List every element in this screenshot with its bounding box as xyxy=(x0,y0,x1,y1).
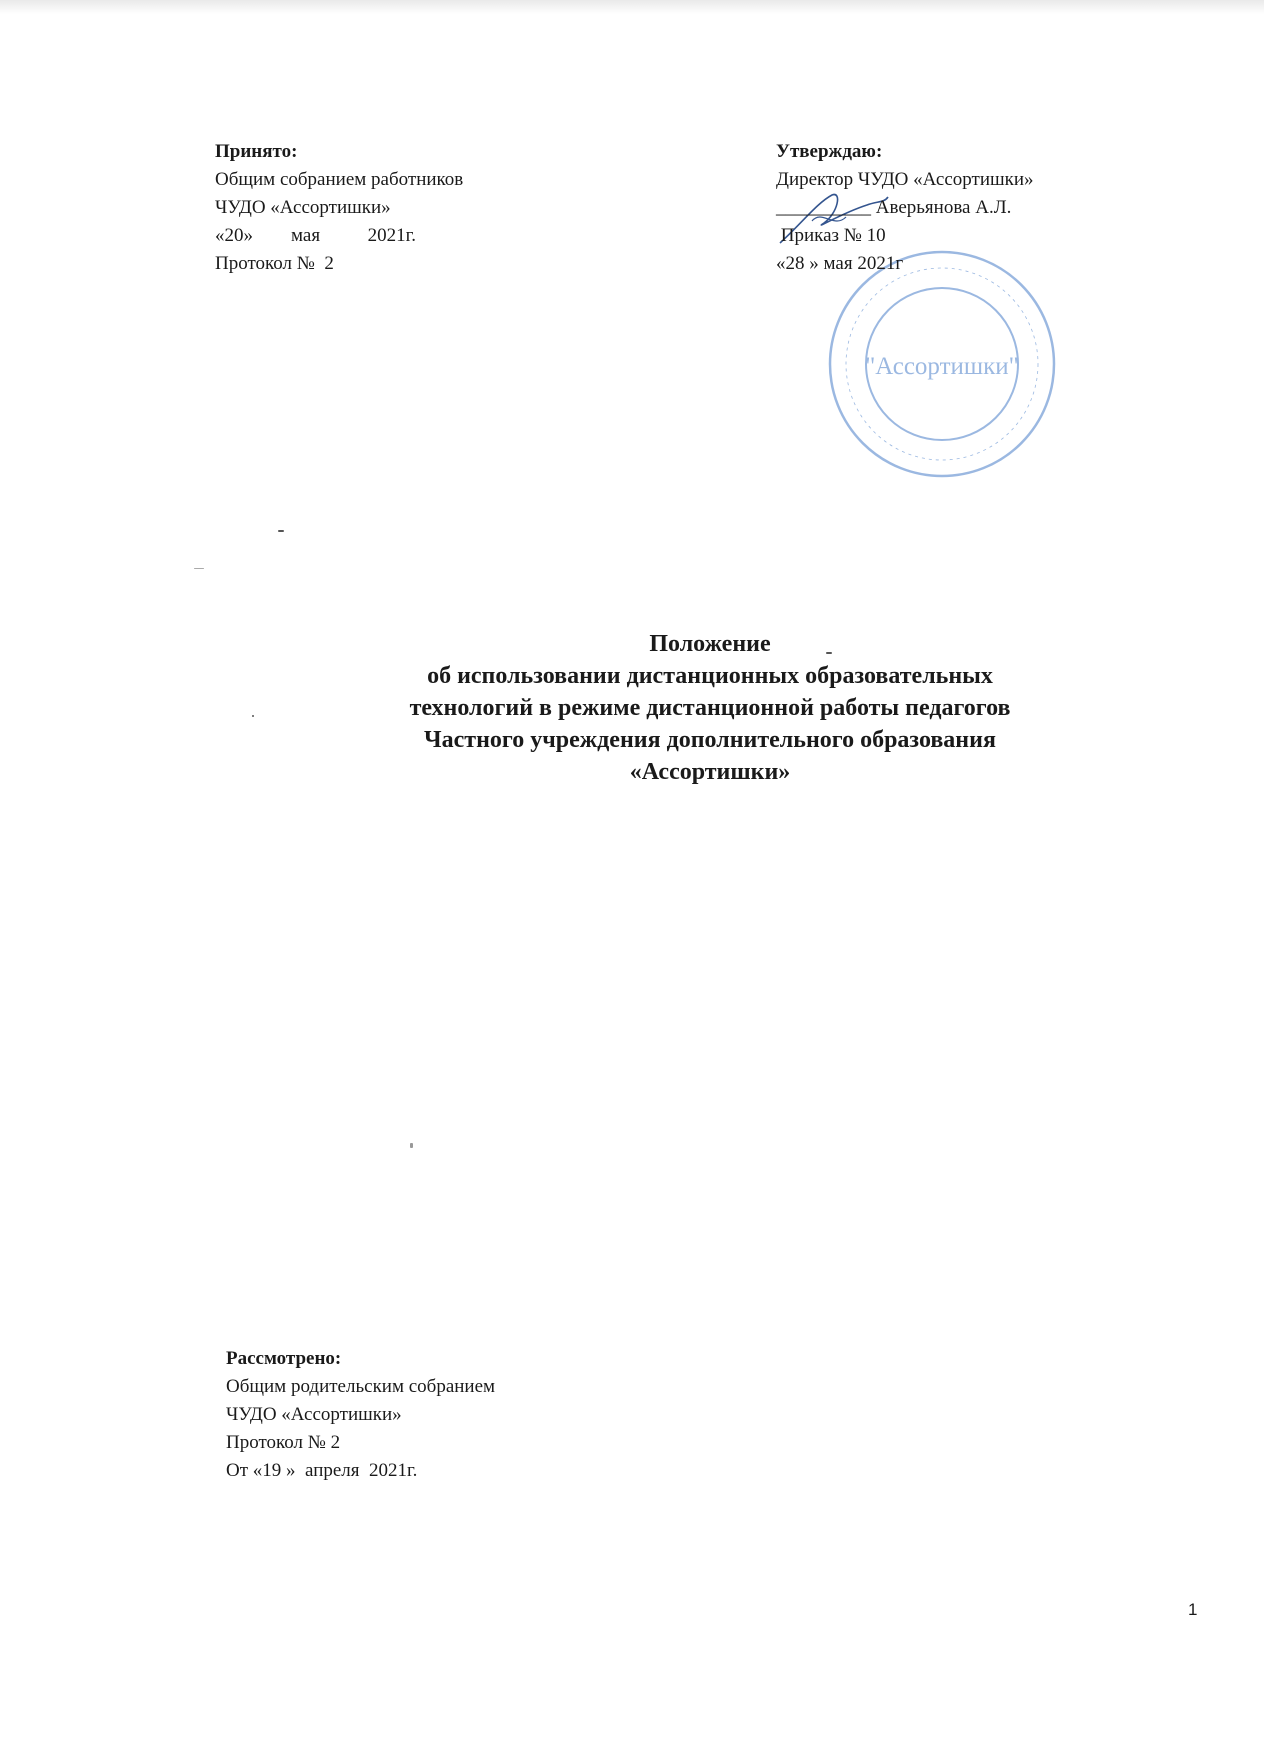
scan-speck xyxy=(252,715,254,717)
organization-stamp xyxy=(826,248,1058,480)
confirm-line: Директор ЧУДО «Ассортишки» xyxy=(776,169,1034,190)
confirm-heading: Утверждаю: xyxy=(776,141,883,162)
scan-speck xyxy=(194,568,204,569)
document-title xyxy=(320,628,1100,788)
stamp-name: "Ассортишки" xyxy=(865,353,1019,380)
approved-line: ЧУДО «Ассортишки» xyxy=(215,197,391,218)
scan-speck xyxy=(410,1143,413,1148)
approved-heading: Принято: xyxy=(215,141,298,162)
approved-block xyxy=(215,138,463,278)
scan-top-edge xyxy=(0,0,1264,14)
approved-line: Протокол № 2 xyxy=(215,253,334,274)
confirm-line: Приказ № 10 xyxy=(776,225,886,246)
title-line: об использовании дистанционных образовательных xyxy=(427,663,993,689)
title-line: «Ассортишки» xyxy=(629,759,791,785)
title-line: Частного учреждения дополнительного образования xyxy=(424,727,996,753)
title-line: технологий в режиме дистанционной работы педагогов xyxy=(409,695,1011,721)
reviewed-block xyxy=(226,1345,495,1485)
reviewed-line: ЧУДО «Ассортишки» xyxy=(226,1404,402,1425)
confirm-block xyxy=(776,138,1034,278)
reviewed-line: От «19 » апреля 2021г. xyxy=(226,1460,418,1481)
reviewed-line: Общим родительским собранием xyxy=(226,1376,496,1397)
reviewed-line: Протокол № 2 xyxy=(226,1432,341,1453)
confirm-line: __________ Аверьянова А.Л. xyxy=(776,197,1012,218)
title-line: Положение xyxy=(649,631,771,657)
approved-line: Общим собранием работников xyxy=(215,169,464,190)
page-number: 1 xyxy=(1188,1600,1198,1619)
scan-speck xyxy=(278,530,284,532)
approved-line: «20» мая 2021г. xyxy=(215,225,416,246)
reviewed-heading: Рассмотрено: xyxy=(226,1348,342,1369)
confirm-line: «28 » мая 2021г xyxy=(776,253,904,274)
